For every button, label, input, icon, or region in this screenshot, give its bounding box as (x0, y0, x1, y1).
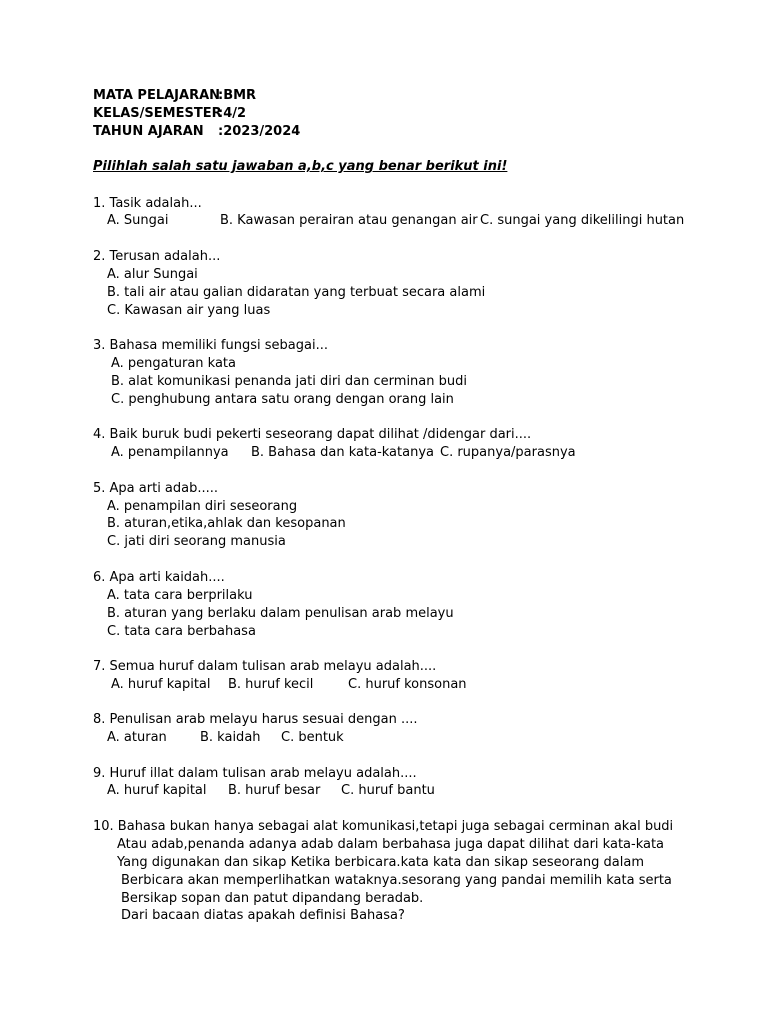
class-label: KELAS/SEMESTER (93, 106, 222, 121)
option-6c: C. tata cara berbahasa (107, 624, 256, 639)
question-9: 9. Huruf illat dalam tulisan arab melayu adalah.... (93, 766, 417, 781)
option-1a: A. Sungai (107, 213, 169, 228)
class-value: :4/2 (218, 106, 247, 121)
option-1c: C. sungai yang dikelilingi hutan (480, 213, 685, 228)
question-10-line-4: Berbicara akan memperlihatkan wataknya.sesorang yang pandai memilih kata serta (121, 873, 672, 888)
subject-label: MATA PELAJARAN (93, 88, 221, 103)
option-4c: C. rupanya/parasnya (440, 445, 576, 460)
option-9c: C. huruf bantu (341, 783, 435, 798)
option-8c: C. bentuk (281, 730, 344, 745)
question-10-line-6: Dari bacaan diatas apakah definisi Bahasa? (121, 908, 405, 923)
option-3c: C. penghubung antara satu orang dengan orang lain (111, 392, 454, 407)
question-10-line-1: 10. Bahasa bukan hanya sebagai alat komunikasi,tetapi juga sebagai cerminan akal budi (93, 819, 674, 834)
option-7c: C. huruf konsonan (348, 677, 467, 692)
year-label: TAHUN AJARAN (93, 124, 204, 139)
option-8a: A. aturan (107, 730, 167, 745)
option-6a: A. tata cara berprilaku (107, 588, 253, 603)
question-10-line-5: Bersikap sopan dan patut dipandang beradab. (121, 891, 424, 906)
subject-value: :BMR (218, 88, 257, 103)
option-1b: B. Kawasan perairan atau genangan air (220, 213, 478, 228)
option-9a: A. huruf kapital (107, 783, 207, 798)
option-9b: B. huruf besar (228, 783, 321, 798)
option-4a: A. penampilannya (111, 445, 229, 460)
option-5a: A. penampilan diri seseorang (107, 499, 298, 514)
option-2a: A. alur Sungai (107, 267, 198, 282)
question-10-line-2: Atau adab,penanda adanya adab dalam berbahasa juga dapat dilihat dari kata-kata (117, 837, 665, 852)
question-7: 7. Semua huruf dalam tulisan arab melayu adalah.... (93, 659, 437, 674)
question-3: 3. Bahasa memiliki fungsi sebagai... (93, 338, 328, 353)
question-1: 1. Tasik adalah... (93, 196, 202, 211)
year-value: :2023/2024 (218, 124, 301, 139)
option-2c: C. Kawasan air yang luas (107, 303, 271, 318)
option-7a: A. huruf kapital (111, 677, 211, 692)
option-5b: B. aturan,etika,ahlak dan kesopanan (107, 516, 346, 531)
option-7b: B. huruf kecil (228, 677, 314, 692)
option-2b: B. tali air atau galian didaratan yang terbuat secara alami (107, 285, 486, 300)
option-4b: B. Bahasa dan kata-katanya (251, 445, 434, 460)
option-3b: B. alat komunikasi penanda jati diri dan cerminan budi (111, 374, 467, 389)
option-3a: A. pengaturan kata (111, 356, 236, 371)
option-5c: C. jati diri seorang manusia (107, 534, 286, 549)
instruction: Pilihlah salah satu jawaban a,b,c yang benar berikut ini! (93, 159, 508, 174)
question-4: 4. Baik buruk budi pekerti seseorang dapat dilihat /didengar dari.... (93, 427, 532, 442)
option-6b: B. aturan yang berlaku dalam penulisan arab melayu (107, 606, 454, 621)
question-6: 6. Apa arti kaidah.... (93, 570, 225, 585)
option-8b: B. kaidah (200, 730, 261, 745)
question-5: 5. Apa arti adab..... (93, 481, 219, 496)
question-2: 2. Terusan adalah... (93, 249, 221, 264)
question-8: 8. Penulisan arab melayu harus sesuai dengan .... (93, 712, 418, 727)
question-10-line-3: Yang digunakan dan sikap Ketika berbicara.kata kata dan sikap seseorang dalam (117, 855, 645, 870)
